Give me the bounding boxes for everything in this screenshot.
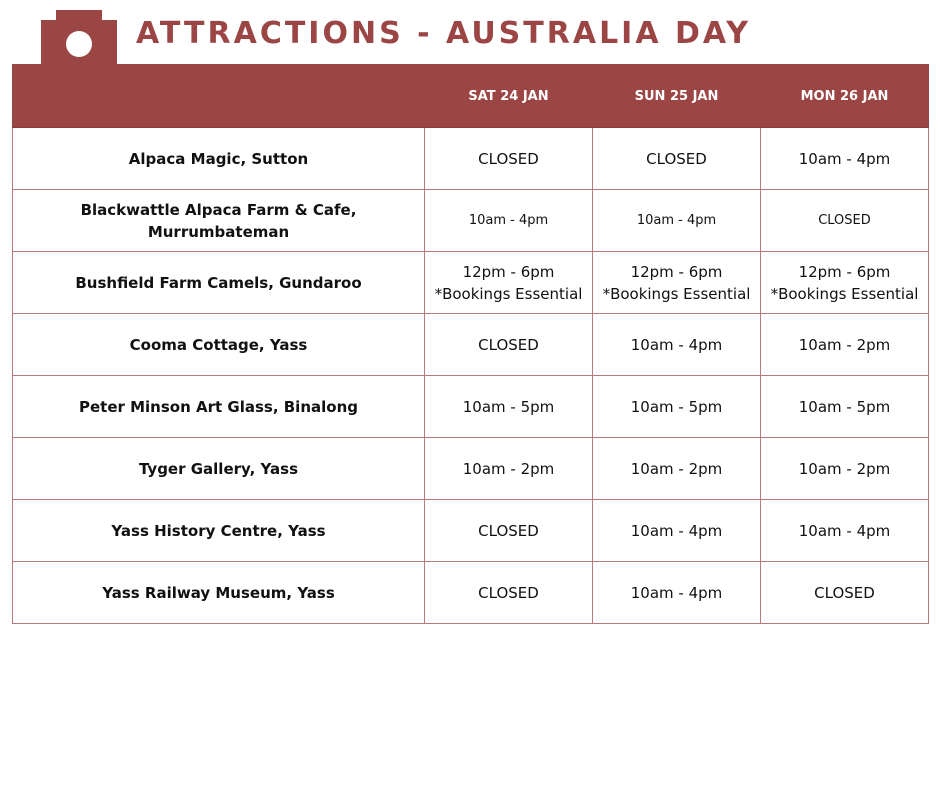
- hours-mon: 10am - 2pm: [761, 438, 929, 500]
- attraction-name: Peter Minson Art Glass, Binalong: [13, 376, 425, 438]
- hours-sat: CLOSED: [425, 314, 593, 376]
- attraction-name: Alpaca Magic, Sutton: [13, 128, 425, 190]
- hours-sun: 12pm - 6pm: [630, 262, 723, 281]
- hours-sun-cell: [593, 252, 761, 314]
- attraction-name: Bushfield Farm Camels, Gundaroo: [13, 252, 425, 314]
- column-header-mon: MON 26 JAN: [761, 65, 929, 128]
- attraction-name: Yass History Centre, Yass: [13, 500, 425, 562]
- page-title: ATTRACTIONS - AUSTRALIA DAY: [136, 16, 751, 51]
- booking-note: *Bookings Essential: [770, 284, 919, 303]
- hours-mon-cell: [761, 252, 929, 314]
- hours-sat: 10am - 4pm: [425, 190, 593, 252]
- booking-note: *Bookings Essential: [602, 284, 751, 303]
- hours-sat: CLOSED: [425, 128, 593, 190]
- hours-sat: CLOSED: [425, 562, 593, 624]
- attraction-name: Tyger Gallery, Yass: [13, 438, 425, 500]
- hours-mon: 12pm - 6pm: [798, 262, 891, 281]
- hours-sun: 10am - 5pm: [593, 376, 761, 438]
- hours-mon: 10am - 2pm: [761, 314, 929, 376]
- column-header-sat: SAT 24 JAN: [425, 65, 593, 128]
- camera-icon: [41, 10, 117, 64]
- hours-sat-cell: [425, 252, 593, 314]
- table-row: [13, 562, 929, 624]
- schedule-table: [12, 64, 929, 624]
- hours-sat: CLOSED: [425, 500, 593, 562]
- table-row: [13, 438, 929, 500]
- attraction-name: Yass Railway Museum, Yass: [13, 562, 425, 624]
- table-row: [13, 500, 929, 562]
- hours-mon: 10am - 5pm: [761, 376, 929, 438]
- hours-sun: CLOSED: [593, 128, 761, 190]
- hours-mon: CLOSED: [761, 190, 929, 252]
- hours-sun: 10am - 4pm: [593, 562, 761, 624]
- attraction-name: Blackwattle Alpaca Farm & Cafe, Murrumbateman: [13, 190, 425, 252]
- hours-sat: 10am - 5pm: [425, 376, 593, 438]
- table-row: [13, 252, 929, 314]
- table-row: [13, 190, 929, 252]
- column-header-sun: SUN 25 JAN: [593, 65, 761, 128]
- table-row: [13, 376, 929, 438]
- hours-sun: 10am - 4pm: [593, 500, 761, 562]
- booking-note: *Bookings Essential: [434, 284, 583, 303]
- header-row: [13, 65, 929, 128]
- attraction-name: Cooma Cottage, Yass: [13, 314, 425, 376]
- hours-mon: 10am - 4pm: [761, 128, 929, 190]
- table-row: [13, 128, 929, 190]
- hours-sat: 10am - 2pm: [425, 438, 593, 500]
- hours-sun: 10am - 4pm: [593, 314, 761, 376]
- hours-sun: 10am - 4pm: [593, 190, 761, 252]
- hours-sat: 12pm - 6pm: [462, 262, 555, 281]
- hours-mon: 10am - 4pm: [761, 500, 929, 562]
- column-header-attraction: [13, 65, 425, 128]
- table-row: [13, 314, 929, 376]
- hours-mon: CLOSED: [761, 562, 929, 624]
- hours-sun: 10am - 2pm: [593, 438, 761, 500]
